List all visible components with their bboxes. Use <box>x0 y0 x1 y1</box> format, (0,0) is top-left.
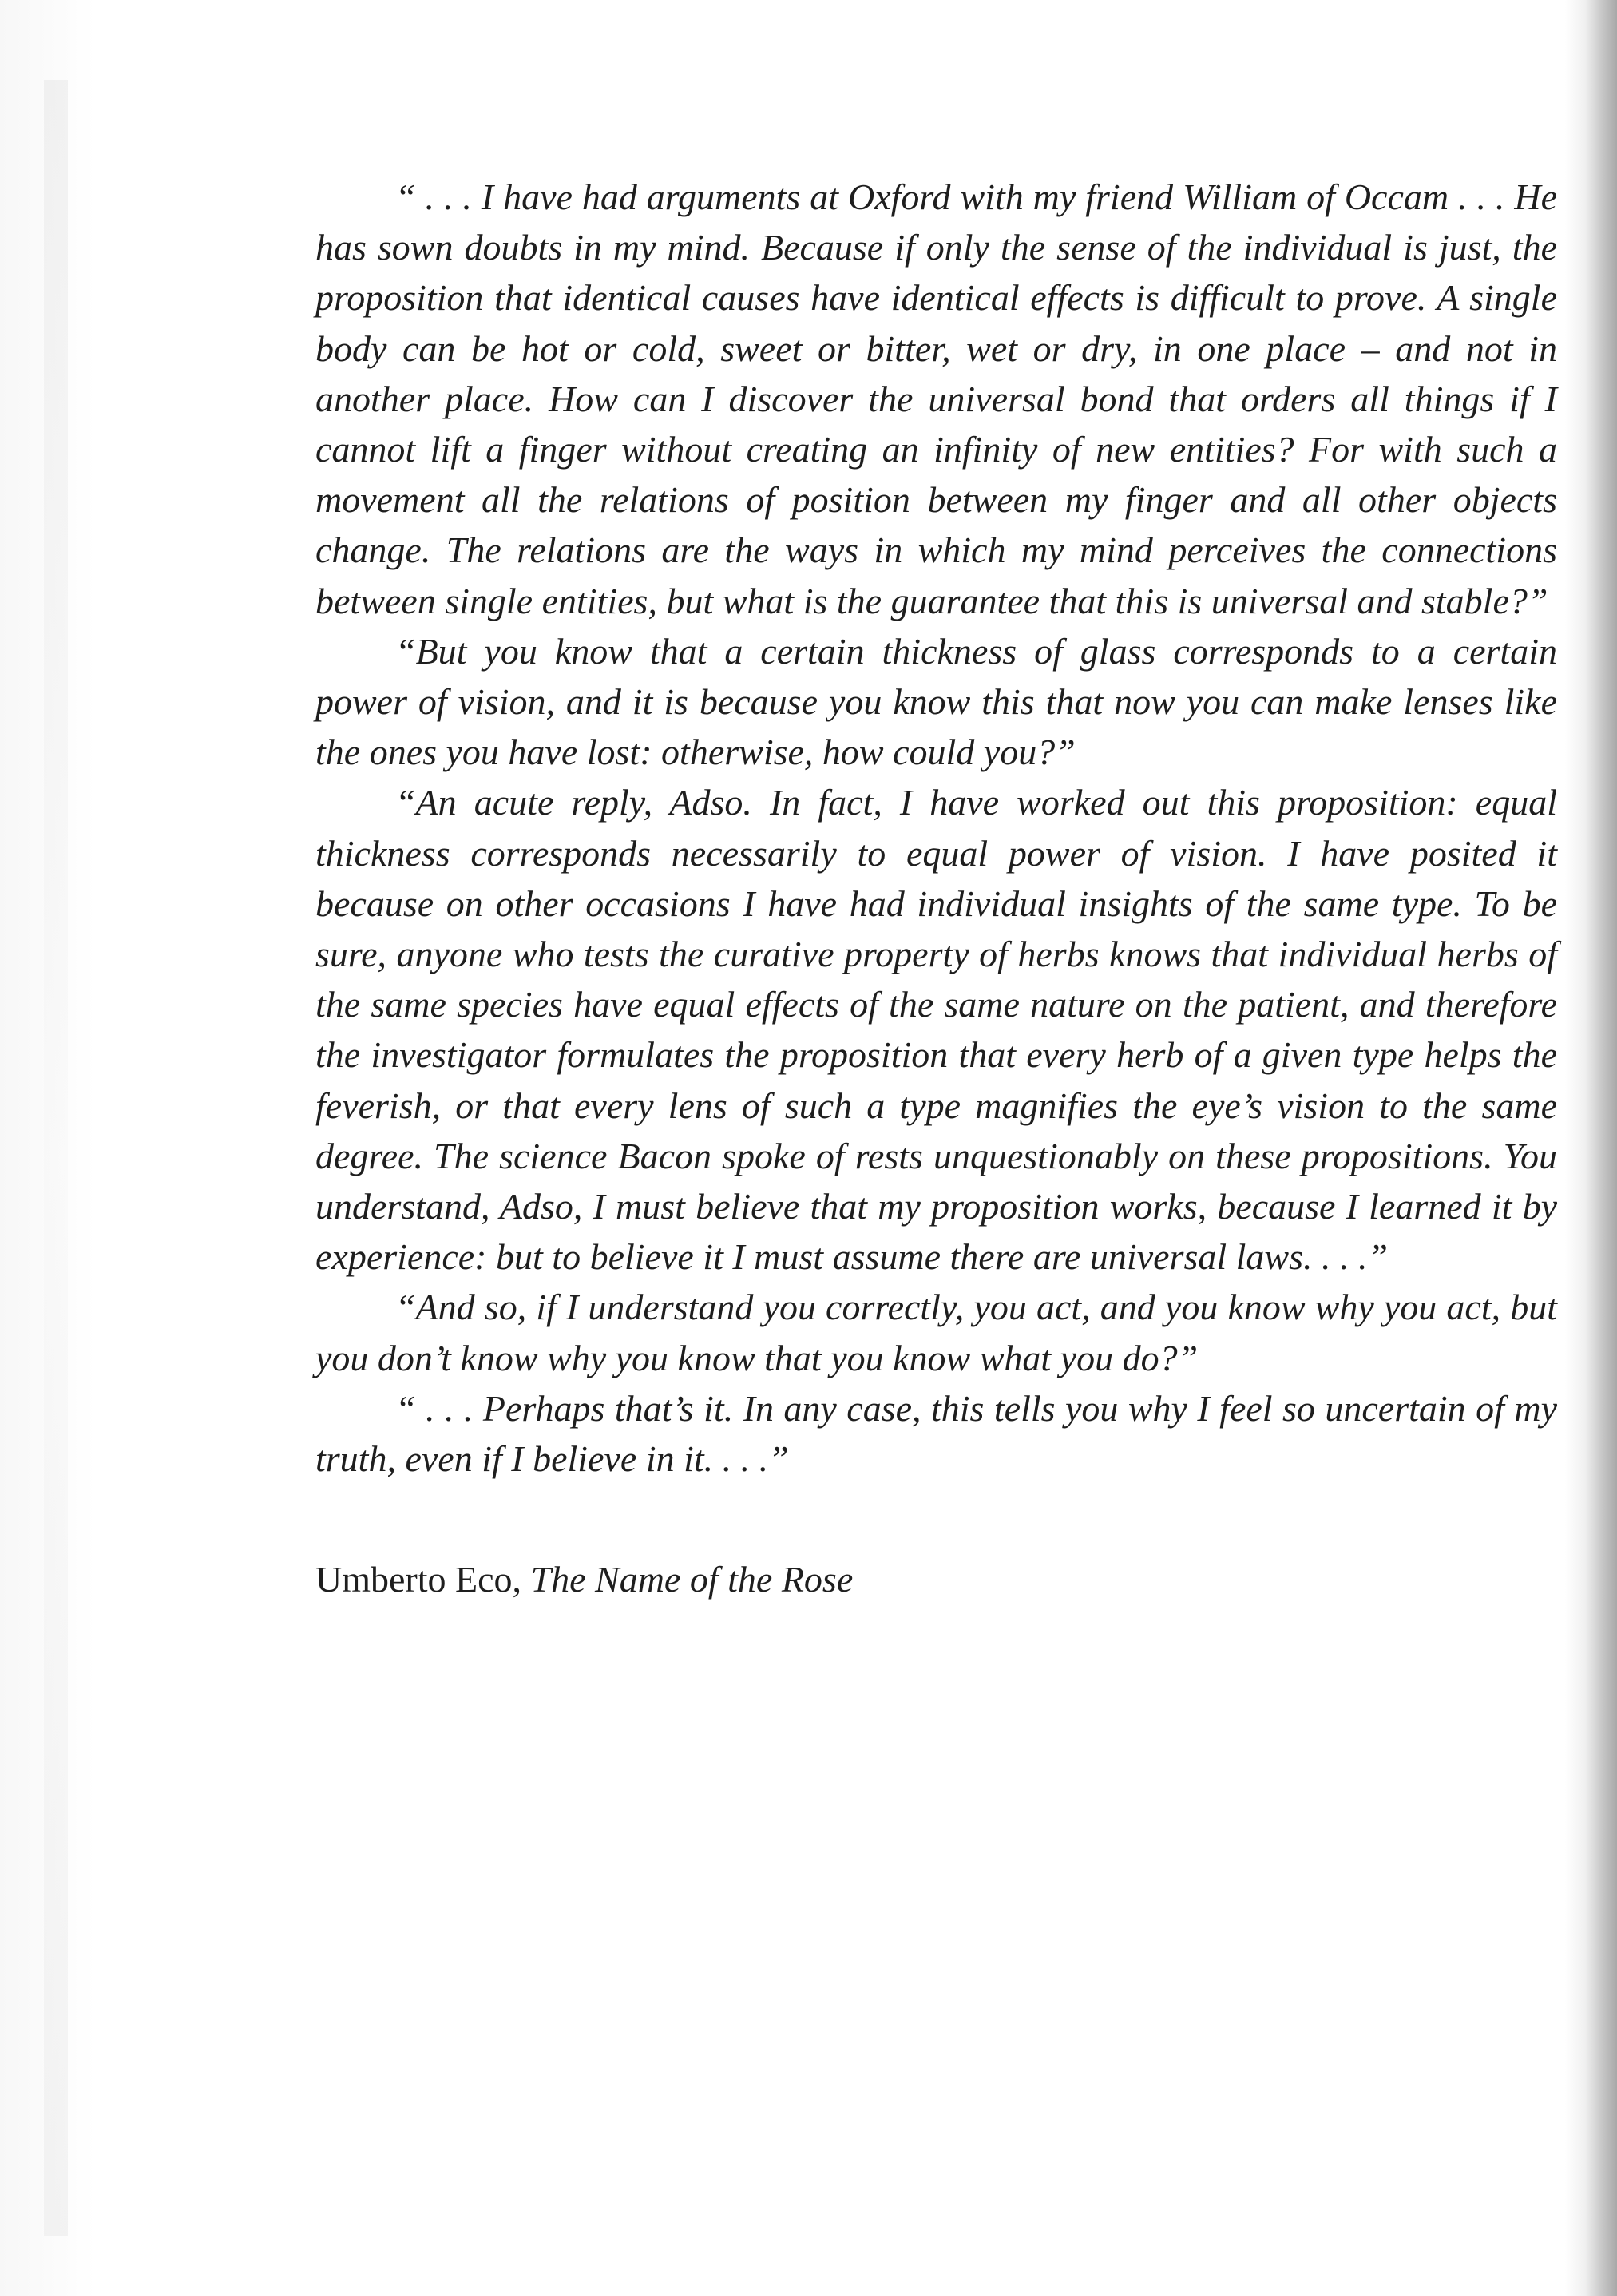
quote-paragraph-5: “ . . . Perhaps that’s it. In any case, this tells you why I feel so uncertain of my truth, even if I believe in it. . . .” <box>315 1387 1557 1480</box>
quote-paragraph-4: “And so, if I understand you correctly, you act, and you know why you act, but you don’t know why you know that you know what you do?” <box>315 1287 1557 1378</box>
quote-paragraph-2: “But you know that a certain thickness of glass corresponds to a certain power of vision, and it is because you know this that now you can make lenses like the ones you have lost: otherwise, how could you?” <box>315 630 1557 773</box>
quote-attribution <box>315 1556 853 1604</box>
epigraph-quote <box>315 172 1557 1484</box>
attribution-work-title: The Name of the Rose <box>530 1559 854 1600</box>
quote-paragraph-1: “ . . . I have had arguments at Oxford with my friend William of Occam . . . He has sown doubts in my mind. Because if only the sense of the individual is just, the proposition that identical causes have identical effects is difficult to prove. A single body can be hot or cold, sweet or bitter, wet or dry, in one place – and not in another place. How can I discover the universal bond that orders all things if I cannot lift a finger without creating an infinity of new entities? For with such a movement all the relations of position between my finger and all other objects change. The relations are the ways in which my mind perceives the connections between single entities, but what is the guarantee that this is universal and stable?” <box>315 176 1557 621</box>
quote-paragraph-3: “An acute reply, Adso. In fact, I have worked out this proposition: equal thickness corresponds necessarily to equal power of vision. I have posited it because on other occasions I have had individual insights of the same type. To be sure, anyone who tests the curative property of herbs knows that individual herbs of the same species have equal effects of the same nature on the patient, and therefore the investigator formulates the proposition that every herb of a given type helps the feverish, or that every lens of such a type magnifies the eye’s vision to the same degree. The science Bacon spoke of rests unquestionably on these propositions. You understand, Adso, I must believe that my proposition works, because I learned it by experience: but to believe it I must assume there are universal laws. . . .” <box>315 782 1557 1278</box>
binding-shadow <box>44 80 68 2236</box>
attribution-author: Umberto Eco, <box>315 1559 522 1600</box>
